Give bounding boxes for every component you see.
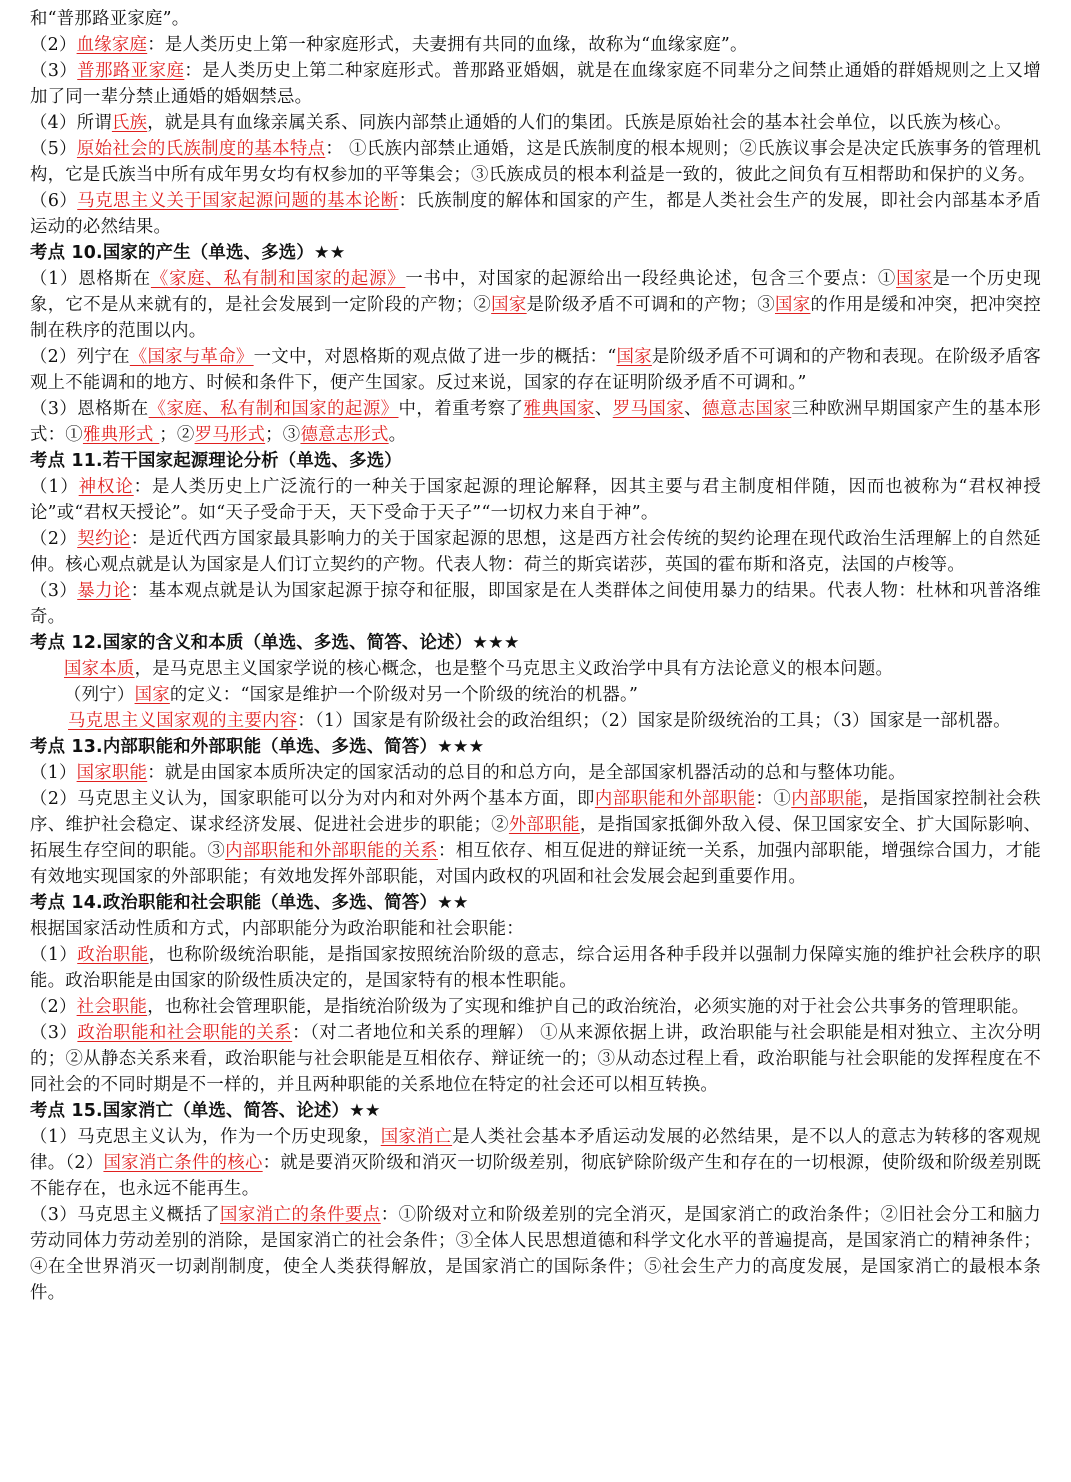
text-run: ：（1）国家是有阶级社会的政治组织；（2）国家是阶级统治的工具；（3）国家是一部机器。 bbox=[297, 711, 1011, 731]
paragraph bbox=[30, 786, 1041, 890]
text-run: ，也称社会管理职能，是指统治阶级为了实现和维护自己的政治统治，必须实施的对于社会公共事务的管理职能。 bbox=[147, 997, 1030, 1017]
text-run: （1）恩格斯在 bbox=[30, 269, 151, 289]
paragraph bbox=[30, 760, 1041, 786]
keyword-highlight: 内部职能和外部职能的关系 bbox=[225, 841, 438, 861]
keyword-highlight: 国家 bbox=[491, 295, 527, 315]
section-heading bbox=[30, 448, 1041, 474]
text-run: 是阶级矛盾不可调和的产物；③ bbox=[526, 295, 775, 315]
keyword-highlight: 罗马形式 bbox=[194, 425, 266, 445]
text-run: 和“普那路亚家庭”。 bbox=[30, 9, 190, 29]
text-run: 是一个历史现象，它不是从来就有的，是社会发展到一定阶段的产物；② bbox=[30, 269, 1041, 315]
text-run: ，就是具有血缘亲属关系、同族内部禁止通婚的人们的集团。氏族是原始社会的基本社会单位，以氏族为核心。 bbox=[147, 113, 1012, 133]
keyword-highlight: 国家 bbox=[616, 347, 652, 367]
text-run: ：是人类历史上广泛流行的一种关于国家起源的理论解释，因其主要与君主制度相伴随，因而也被称为“君权神授论”或“君权天授论”。如“天子受命于天，天下受命于天子”“一切权力来自于神”。 bbox=[30, 477, 1041, 523]
text-run: ，是马克思主义国家学说的核心概念，也是整个马克思主义政治学中具有方法论意义的根本问题。 bbox=[134, 659, 894, 679]
text-run: ：是人类历史上第二种家庭形式。普那路亚婚姻，就是在血缘家庭不同辈分之间禁止通婚的群婚规则之上又增加了同一辈分禁止通婚的婚姻禁忌。 bbox=[30, 61, 1041, 107]
text-run: （2） bbox=[30, 529, 78, 549]
keyword-highlight: 马克思主义国家观的主要内容 bbox=[68, 711, 298, 731]
text-run: ：是近代西方国家最具影响力的关于国家起源的思想，这是西方社会传统的契约论理在现代政治生活理解上的自然延伸。核心观点就是认为国家是人们订立契约的产物。代表人物：荷兰的斯宾诺莎，英国的霍布斯和洛克，法国的卢梭等。 bbox=[30, 529, 1041, 575]
text-run: ，是指国家抵御外敌入侵、保卫国家安全、扩大国际影响、拓展生存空间的职能。③ bbox=[30, 815, 1041, 861]
keyword-highlight: 氏族 bbox=[111, 113, 148, 133]
keyword-highlight: 德意志形式 bbox=[300, 425, 389, 445]
text-run: 根据国家活动性质和方式，内部职能分为政治职能和社会职能： bbox=[30, 919, 524, 939]
keyword-highlight: 《家庭、私有制和国家的起源》 bbox=[150, 269, 406, 289]
text-run: （2） bbox=[30, 35, 77, 55]
text-run: ，是指国家控制社会秩序、维护社会稳定、谋求经济发展、促进社会进步的职能；② bbox=[30, 789, 1041, 835]
text-run: 考点 13.内部职能和外部职能（单选、多选、简答）★★★ bbox=[30, 737, 485, 757]
paragraph bbox=[30, 1020, 1041, 1098]
text-run: （2） bbox=[30, 997, 77, 1017]
paragraph bbox=[30, 942, 1041, 994]
paragraph bbox=[30, 656, 1041, 682]
text-run: 是人类社会基本矛盾运动发展的必然结果，是不以人的意志为转移的客观规律。（2） bbox=[30, 1127, 1041, 1173]
keyword-highlight: 马克思主义关于国家起源问题的基本论断 bbox=[77, 191, 399, 211]
paragraph bbox=[30, 708, 1041, 734]
keyword-highlight: 普那路亚家庭 bbox=[77, 61, 185, 81]
keyword-highlight: 雅典形式 bbox=[82, 425, 160, 445]
keyword-highlight: 外部职能 bbox=[508, 815, 580, 835]
text-run: ：① bbox=[755, 789, 792, 809]
text-run: ：①阶级对立和阶级差别的完全消灭，是国家消亡的政治条件；②旧社会分工和脑力劳动同体力劳动差别的消除，是国家消亡的社会条件；③全体人民思想道德和科学文化水平的普遍提高，是国家消亡的精神条件；④在全世界消灭一切剥削制度，使全人类获得解放，是国家消亡的国际条件；⑤社会生产力的高度发展，是国家消亡的最根本条件。 bbox=[30, 1205, 1041, 1303]
keyword-highlight: 神权论 bbox=[78, 477, 134, 497]
paragraph bbox=[30, 188, 1041, 240]
paragraph bbox=[30, 6, 1041, 32]
text-run: ：是人类历史上第一种家庭形式，夫妻拥有共同的血缘，故称为“血缘家庭”。 bbox=[147, 35, 748, 55]
keyword-highlight: 德意志国家 bbox=[702, 399, 792, 419]
paragraph bbox=[30, 32, 1041, 58]
keyword-highlight: 暴力论 bbox=[77, 581, 131, 601]
text-run: 一书中，对国家的起源给出一段经典论述，包含三个要点：① bbox=[405, 269, 897, 289]
text-run: 的定义：“国家是维护一个阶级对另一个阶级的统治的机器。” bbox=[169, 685, 639, 705]
paragraph bbox=[30, 682, 1041, 708]
text-run: 考点 10.国家的产生（单选、多选）★★ bbox=[30, 243, 346, 263]
keyword-highlight: 政治职能和社会职能的关系 bbox=[77, 1023, 293, 1043]
paragraph bbox=[30, 578, 1041, 630]
text-run: 考点 15.国家消亡（单选、简答、论述）★★ bbox=[30, 1101, 381, 1121]
paragraph bbox=[30, 916, 1041, 942]
text-run: （5） bbox=[30, 139, 77, 159]
text-run: （3） bbox=[30, 581, 78, 601]
keyword-highlight: 国家 bbox=[134, 685, 170, 705]
text-run: 。 bbox=[388, 425, 407, 445]
text-run: （3） bbox=[30, 1023, 78, 1043]
keyword-highlight: 内部职能 bbox=[791, 789, 863, 809]
text-run: 的作用是缓和冲突，把冲突控制在秩序的范围以内。 bbox=[30, 295, 1041, 341]
text-run: 、 bbox=[684, 399, 702, 419]
paragraph bbox=[30, 136, 1041, 188]
text-run: （1）马克思主义认为，作为一个历史现象， bbox=[30, 1127, 381, 1147]
keyword-highlight: 国家本质 bbox=[64, 659, 135, 679]
text-run: （3） bbox=[30, 61, 78, 81]
keyword-highlight: 罗马国家 bbox=[612, 399, 685, 419]
keyword-highlight: 国家消亡条件的核心 bbox=[103, 1153, 263, 1173]
keyword-highlight: 国家 bbox=[774, 295, 811, 315]
text-run: （列宁） bbox=[64, 685, 135, 705]
text-run: （2）列宁在 bbox=[30, 347, 130, 367]
paragraph bbox=[30, 396, 1041, 448]
paragraph bbox=[30, 266, 1041, 344]
text-run: ：就是由国家本质所决定的国家活动的总目的和总方向，是全部国家机器活动的总和与整体功能。 bbox=[147, 763, 906, 783]
text-run: （6） bbox=[30, 191, 78, 211]
paragraph bbox=[30, 1124, 1041, 1202]
section-heading bbox=[30, 890, 1041, 916]
section-heading bbox=[30, 1098, 1041, 1124]
paragraph bbox=[30, 110, 1041, 136]
text-run: ，也称阶级统治职能，是指国家按照统治阶级的意志，综合运用各种手段并以强制力保障实施的维护社会秩序的职能。政治职能是由国家的阶级性质决定的，是国家特有的根本性职能。 bbox=[30, 945, 1041, 991]
keyword-highlight: 国家职能 bbox=[76, 763, 148, 783]
paragraph bbox=[30, 58, 1041, 110]
text-run: 一文中，对恩格斯的观点做了进一步的概括：“ bbox=[253, 347, 617, 367]
text-run: 考点 12.国家的含义和本质（单选、多选、简答、论述）★★★ bbox=[30, 633, 520, 653]
section-heading bbox=[30, 240, 1041, 266]
keyword-highlight: 《家庭、私有制和国家的起源》 bbox=[148, 399, 399, 419]
text-run: ：（对二者地位和关系的理解） ①从来源依据上讲，政治职能与社会职能是相对独立、主次分明的；②从静态关系来看，政治职能与社会职能是互相依存、辩证统一的；③从动态过程上看，政治职能与社会职能的发挥程度在不同社会的不同时期是不一样的，并且两种职能的关系地位在特定的社会还可以相互转换。 bbox=[30, 1023, 1041, 1095]
keyword-highlight: 社会职能 bbox=[76, 997, 148, 1017]
text-run: 三种欧洲早期国家产生的基本形式：① bbox=[30, 399, 1041, 445]
keyword-highlight: 雅典国家 bbox=[523, 399, 595, 419]
text-run: ：基本观点就是认为国家起源于掠夺和征服，即国家是在人类群体之间使用暴力的结果。代表人物：杜林和巩普洛维奇。 bbox=[30, 581, 1041, 627]
text-run: 中，着重考察了 bbox=[398, 399, 524, 419]
text-run: （1） bbox=[30, 945, 78, 965]
paragraph bbox=[30, 1202, 1041, 1306]
paragraph bbox=[30, 344, 1041, 396]
text-run: ：就是要消灭阶级和消灭一切阶级差别，彻底铲除阶级产生和存在的一切根源，使阶级和阶级差别既不能存在，也永远不能再生。 bbox=[30, 1153, 1041, 1199]
text-run: ：氏族制度的解体和国家的产生，都是人类社会生产的发展，即社会内部基本矛盾运动的必然结果。 bbox=[30, 191, 1041, 237]
keyword-highlight: 内部职能和外部职能 bbox=[594, 789, 756, 809]
text-run: ；② bbox=[159, 425, 195, 445]
section-heading bbox=[30, 630, 1041, 656]
text-run: ；③ bbox=[265, 425, 301, 445]
keyword-highlight: 国家消亡 bbox=[380, 1127, 453, 1147]
keyword-highlight: 国家消亡的条件要点 bbox=[220, 1205, 381, 1225]
text-run: （1） bbox=[30, 763, 77, 783]
text-run: ： ①氏族内部禁止通婚，这是氏族制度的根本规则；②氏族议事会是决定氏族事务的管理机构，它是氏族当中所有成年男女均有权参加的平等集会；③氏族成员的根本利益是一致的，彼此之间负有互相帮助和保护的义务。 bbox=[30, 139, 1041, 185]
keyword-highlight: 政治职能 bbox=[77, 945, 149, 965]
text-run: 是阶级矛盾不可调和的产物和表现。在阶级矛盾客观上不能调和的地方、时候和条件下，便产生国家。反过来说，国家的存在证明阶级矛盾不可调和。” bbox=[30, 347, 1041, 393]
text-run: 考点 14.政治职能和社会职能（单选、多选、简答）★★ bbox=[30, 893, 469, 913]
text-run: （3）马克思主义概括了 bbox=[30, 1205, 221, 1225]
section-heading bbox=[30, 734, 1041, 760]
keyword-highlight: 《国家与革命》 bbox=[129, 347, 254, 367]
text-run: ：相互依存、相互促进的辩证统一关系，加强内部职能，增强综合国力，才能有效地实现国家的外部职能；有效地发挥外部职能，对国内政权的巩固和社会发展会起到重要作用。 bbox=[30, 841, 1041, 887]
paragraph bbox=[30, 526, 1041, 578]
text-run: （4）所谓 bbox=[30, 113, 112, 133]
text-run: 、 bbox=[594, 399, 613, 419]
text-run: （3）恩格斯在 bbox=[30, 399, 149, 419]
text-run: （1） bbox=[30, 477, 79, 497]
paragraph bbox=[30, 474, 1041, 526]
text-run: （2）马克思主义认为，国家职能可以分为对内和对外两个基本方面，即 bbox=[30, 789, 595, 809]
keyword-highlight: 契约论 bbox=[77, 529, 131, 549]
keyword-highlight: 国家 bbox=[896, 269, 933, 289]
keyword-highlight: 血缘家庭 bbox=[76, 35, 148, 55]
paragraph bbox=[30, 994, 1041, 1020]
keyword-highlight: 原始社会的氏族制度的基本特点 bbox=[76, 139, 326, 159]
text-run: 考点 11.若干国家起源理论分析（单选、多选） bbox=[30, 451, 402, 471]
